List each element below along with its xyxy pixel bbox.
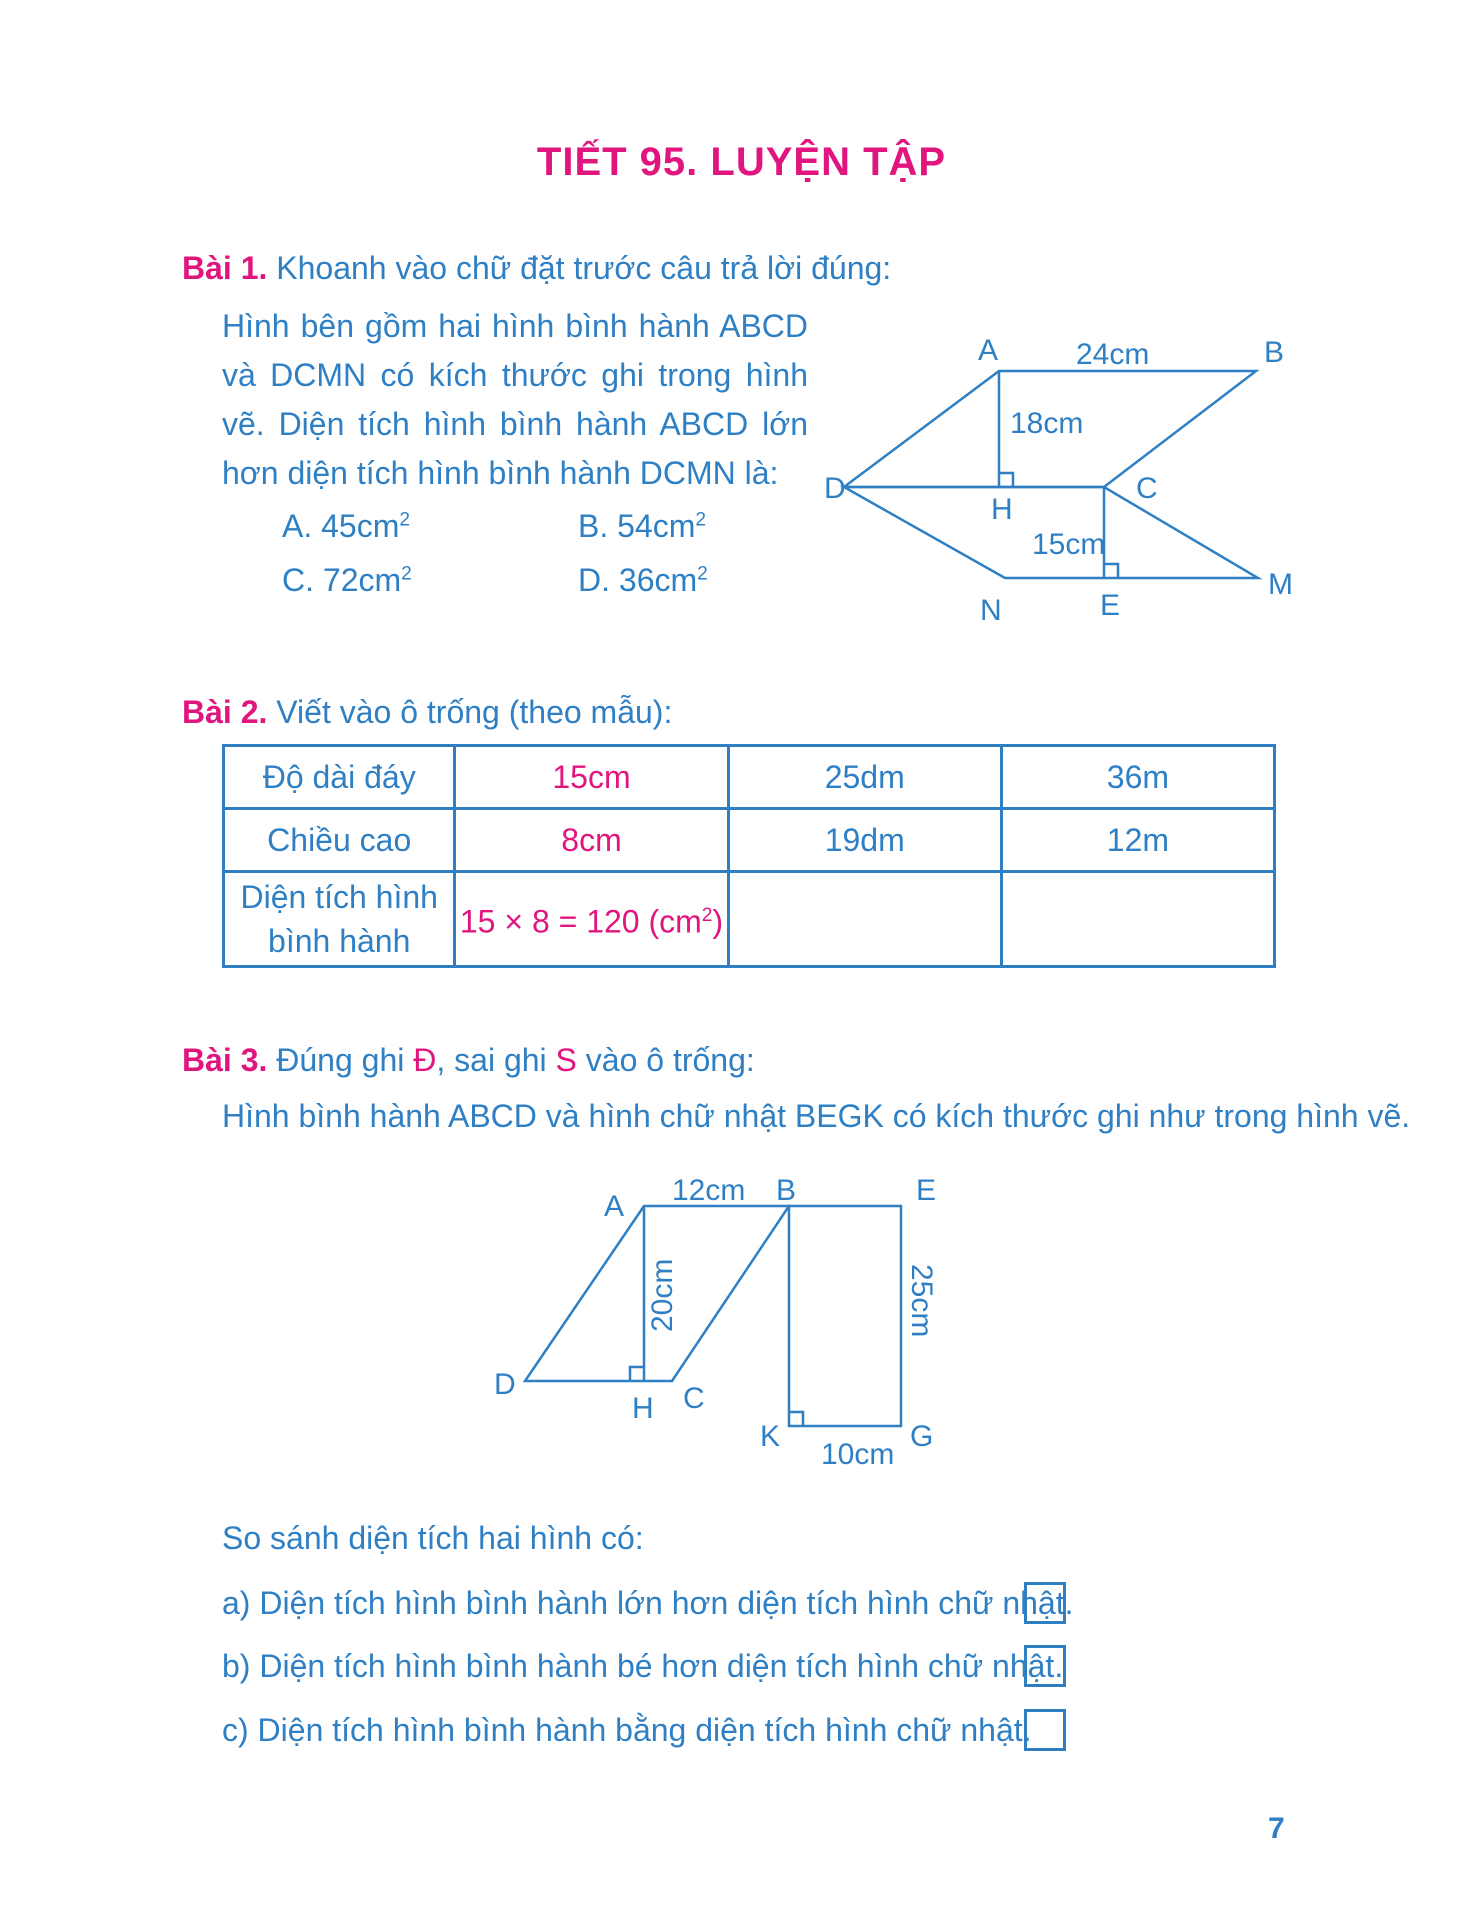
bai1-option-a[interactable]: A. $45cm^2$ <box>282 508 411 544</box>
fig1-label-b: B <box>1264 336 1285 369</box>
bai1-option-b[interactable]: B. $54cm^2$ <box>578 508 707 544</box>
fig3-length-eg: 25cm <box>905 1264 938 1338</box>
area-answer-cell[interactable] <box>728 872 1001 967</box>
fig3-label-g: G <box>910 1420 934 1453</box>
fig3-length-ah: 20cm <box>646 1258 679 1332</box>
bai1-option-c[interactable]: C. $72cm^2$ <box>282 562 412 598</box>
answer-box-b[interactable] <box>1024 1645 1066 1687</box>
fig1-label-d: D <box>824 472 846 505</box>
answer-box-a[interactable] <box>1024 1582 1066 1624</box>
bai3-heading: Bài 3. Đúng ghi Đ, sai ghi S vào ô trống: <box>182 1042 755 1078</box>
area-sample-cell: 15 × 8 = 120 $(cm^2)$ <box>455 872 728 967</box>
statement-a: a) Diện tích hình bình hành lớn hơn diện tích hình chữ nhật. <box>222 1585 1074 1621</box>
fig3-label-k: K <box>760 1420 781 1453</box>
base-cell: 36m <box>1001 746 1274 809</box>
height-cell: 8cm <box>455 809 728 872</box>
table-row <box>224 809 1275 872</box>
fig3-length-kg: 10cm <box>821 1438 895 1471</box>
bai3-label: Bài 3. <box>182 1042 268 1078</box>
base-cell: 25dm <box>728 746 1001 809</box>
height-cell: 12m <box>1001 809 1274 872</box>
base-header: Độ dài đáy <box>224 746 455 809</box>
answer-box-c[interactable] <box>1024 1709 1066 1751</box>
bai1-instruction: Khoanh vào chữ đặt trước câu trả lời đúng: <box>276 250 892 286</box>
bai1-label: Bài 1. <box>182 250 268 286</box>
bai2-instruction: Viết vào ô trống (theo mẫu): <box>276 694 673 730</box>
area-header: Diện tích hình bình hành <box>224 872 455 967</box>
fig1-length-ah: 18cm <box>1010 407 1084 440</box>
fig1-length-ce: 15cm <box>1032 528 1106 561</box>
bai2-label: Bài 2. <box>182 694 268 730</box>
area-answer-cell[interactable] <box>1001 872 1274 967</box>
height-header: Chiều cao <box>224 809 455 872</box>
bai1-text: Hình bên gồm hai hình bình hành ABCD và DCMN có kích thước ghi trong hình vẽ. Diện tích hình bình hành ABCD lớn hơn diện tích hình bình hành DCMN là: <box>222 308 808 491</box>
table-row <box>224 746 1275 809</box>
fig1-label-m: M <box>1268 568 1293 601</box>
bai1-option-d[interactable]: D. $36cm^2$ <box>578 562 708 598</box>
height-cell: 19dm <box>728 809 1001 872</box>
fig1-label-a: A <box>978 334 999 367</box>
area-table <box>222 744 1276 968</box>
fig3-label-c: C <box>683 1382 705 1415</box>
fig1-label-e: E <box>1100 589 1121 622</box>
true-mark: Đ <box>413 1042 437 1078</box>
fig3-label-h: H <box>632 1392 654 1425</box>
fig3-label-a: A <box>604 1190 625 1223</box>
fig3-length-ab: 12cm <box>672 1174 746 1207</box>
base-cell: 15cm <box>455 746 728 809</box>
fig3-label-b: B <box>776 1174 797 1207</box>
bai2-heading <box>182 694 672 731</box>
statement-c: c) Diện tích hình bình hành bằng diện tích hình chữ nhật. <box>222 1712 1032 1748</box>
page-number: 7 <box>1268 1812 1285 1845</box>
page-title: TIẾT 95. LUYỆN TẬP <box>536 140 947 184</box>
fig3-label-d: D <box>494 1368 516 1401</box>
false-mark: S <box>555 1042 577 1078</box>
bai3-text: Hình bình hành ABCD và hình chữ nhật BEGK có kích thước ghi như trong hình vẽ. <box>222 1098 1411 1134</box>
table-row <box>224 872 1275 967</box>
right-angle-e <box>1104 564 1118 578</box>
statement-b: b) Diện tích hình bình hành bé hơn diện tích hình chữ nhật. <box>222 1648 1064 1684</box>
right-angle-k <box>789 1412 803 1426</box>
fig3-label-e: E <box>916 1174 937 1207</box>
bai3-compare: So sánh diện tích hai hình có: <box>222 1520 644 1556</box>
fig1-label-h: H <box>991 493 1013 526</box>
rectangle-begk <box>789 1206 901 1426</box>
fig1-label-c: C <box>1136 472 1158 505</box>
right-angle-h <box>999 473 1013 487</box>
fig1-length-ab: 24cm <box>1076 338 1150 371</box>
fig1-label-n: N <box>980 594 1002 627</box>
right-angle-h-3 <box>630 1367 644 1381</box>
